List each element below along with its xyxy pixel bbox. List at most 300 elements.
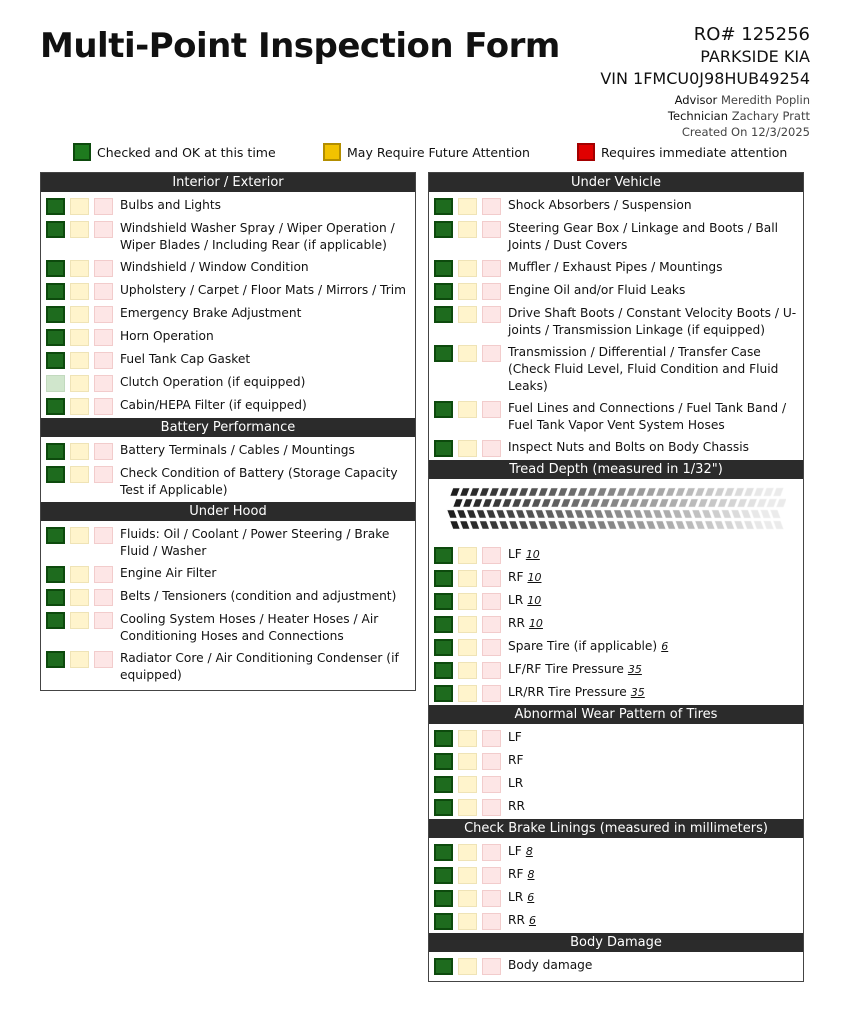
measurement-value: 10 xyxy=(528,617,543,630)
item-text: Fuel Lines and Connections / Fuel Tank Band / Fuel Tank Vapor Vent System Hoses xyxy=(508,401,787,432)
item-text: Check Condition of Battery (Storage Capacity Test if Applicable) xyxy=(120,466,398,497)
section-tread-depth xyxy=(429,541,803,702)
dealer-name: PARKSIDE KIA xyxy=(700,47,810,66)
inspection-item xyxy=(41,254,415,277)
inspection-item xyxy=(429,610,803,633)
tread-block xyxy=(607,521,617,529)
inspection-item xyxy=(41,192,415,215)
status-boxes xyxy=(46,650,118,668)
immediate-attention-checkbox xyxy=(94,651,113,668)
tread-block xyxy=(744,488,754,496)
immediate-attention-checkbox xyxy=(482,890,501,907)
item-label xyxy=(506,546,803,563)
status-boxes xyxy=(434,752,506,770)
item-text: Engine Air Filter xyxy=(120,566,217,580)
item-text: Body damage xyxy=(508,958,593,972)
future-attention-checkbox xyxy=(70,612,89,629)
tread-block xyxy=(476,510,486,518)
ok-checkbox xyxy=(434,547,453,564)
item-text: RF xyxy=(508,570,524,584)
item-label xyxy=(506,638,803,655)
ok-checkbox xyxy=(46,466,65,483)
tread-block xyxy=(643,510,653,518)
item-text: Clutch Operation (if equipped) xyxy=(120,375,306,389)
tread-block xyxy=(558,488,568,496)
section-header-tread-depth: Tread Depth (measured in 1/32") xyxy=(429,460,803,479)
tread-block xyxy=(776,499,786,507)
future-attention-checkbox xyxy=(458,844,477,861)
item-text: LR xyxy=(508,593,524,607)
tread-block xyxy=(675,488,685,496)
immediate-attention-checkbox xyxy=(94,283,113,300)
item-label xyxy=(506,305,803,339)
item-label xyxy=(506,661,803,678)
tread-block xyxy=(482,499,492,507)
tread-block xyxy=(737,499,747,507)
status-boxes xyxy=(434,889,506,907)
future-attention-checkbox xyxy=(458,547,477,564)
status-boxes xyxy=(434,615,506,633)
future-attention-checkbox xyxy=(70,260,89,277)
item-label xyxy=(506,798,803,815)
item-label xyxy=(506,615,803,632)
created-value: 12/3/2025 xyxy=(751,125,810,139)
status-boxes xyxy=(46,197,118,215)
tread-block xyxy=(577,521,587,529)
tread-block xyxy=(489,488,499,496)
tread-block xyxy=(614,510,624,518)
future-attention-checkbox xyxy=(70,443,89,460)
tread-block xyxy=(646,521,656,529)
tread-block xyxy=(685,521,695,529)
tread-block xyxy=(773,488,783,496)
ok-checkbox xyxy=(434,306,453,323)
right-column xyxy=(428,172,804,982)
tread-block xyxy=(767,499,777,507)
inspection-item xyxy=(41,277,415,300)
tread-block xyxy=(516,510,526,518)
item-text: Drive Shaft Boots / Constant Velocity Boots / U-joints / Transmission Linkage (if equipped) xyxy=(508,306,797,337)
tread-block xyxy=(519,488,529,496)
status-boxes xyxy=(434,259,506,277)
immediate-attention-checkbox xyxy=(482,593,501,610)
tread-block xyxy=(734,521,744,529)
future-attention-checkbox xyxy=(458,776,477,793)
ok-checkbox xyxy=(434,662,453,679)
section-brake-linings xyxy=(429,838,803,930)
future-attention-checkbox xyxy=(458,593,477,610)
tread-block xyxy=(685,488,695,496)
ok-checkbox xyxy=(46,589,65,606)
tread-block xyxy=(649,499,659,507)
technician-line xyxy=(600,108,810,124)
item-text: LF/RF Tire Pressure xyxy=(508,662,624,676)
immediate-attention-checkbox xyxy=(482,662,501,679)
section-header-body-damage: Body Damage xyxy=(429,933,803,952)
immediate-attention-checkbox xyxy=(482,958,501,975)
future-attention-checkbox xyxy=(458,685,477,702)
tread-block xyxy=(715,488,725,496)
order-meta xyxy=(600,26,810,140)
item-label xyxy=(118,305,415,322)
tread-block xyxy=(584,510,594,518)
tread-block xyxy=(447,510,457,518)
item-label xyxy=(506,282,803,299)
tread-block xyxy=(492,499,502,507)
tread-block xyxy=(702,510,712,518)
tread-block xyxy=(773,521,783,529)
ok-checkbox xyxy=(434,283,453,300)
status-boxes xyxy=(434,798,506,816)
item-text: LF xyxy=(508,730,522,744)
tread-block xyxy=(675,521,685,529)
ro-number: RO# 125256 xyxy=(693,24,810,45)
status-boxes xyxy=(434,912,506,930)
ok-checkbox xyxy=(434,639,453,656)
tread-block xyxy=(695,521,705,529)
inspection-item xyxy=(429,633,803,656)
item-text: Muffler / Exhaust Pipes / Mountings xyxy=(508,260,723,274)
inspection-item xyxy=(429,434,803,457)
item-label xyxy=(118,328,415,345)
tread-block xyxy=(607,488,617,496)
tread-block xyxy=(479,521,489,529)
section-battery xyxy=(41,437,415,499)
tread-block xyxy=(636,521,646,529)
tread-block xyxy=(712,510,722,518)
tread-block xyxy=(626,488,636,496)
item-text: Cooling System Hoses / Heater Hoses / Air Conditioning Hoses and Connections xyxy=(120,612,379,643)
tread-block xyxy=(656,521,666,529)
tread-block xyxy=(672,510,682,518)
immediate-attention-checkbox xyxy=(94,375,113,392)
item-label xyxy=(506,775,803,792)
item-label xyxy=(118,565,415,582)
future-attention-checkbox xyxy=(458,616,477,633)
ok-checkbox xyxy=(46,375,65,392)
tread-block xyxy=(629,499,639,507)
tread-block xyxy=(705,488,715,496)
inspection-item xyxy=(429,277,803,300)
tread-block xyxy=(639,499,649,507)
immediate-attention-checkbox xyxy=(482,776,501,793)
item-text: Emergency Brake Adjustment xyxy=(120,306,302,320)
tread-block xyxy=(721,510,731,518)
ok-checkbox xyxy=(434,401,453,418)
future-attention-checkbox xyxy=(70,651,89,668)
item-text: Fuel Tank Cap Gasket xyxy=(120,352,251,366)
inspection-item xyxy=(41,583,415,606)
status-boxes xyxy=(434,220,506,238)
tread-block xyxy=(744,521,754,529)
ok-checkbox xyxy=(434,440,453,457)
immediate-attention-checkbox xyxy=(482,570,501,587)
ok-checkbox xyxy=(46,398,65,415)
ok-checkbox xyxy=(46,443,65,460)
tread-block xyxy=(705,521,715,529)
item-text: Bulbs and Lights xyxy=(120,198,221,212)
ok-checkbox xyxy=(434,890,453,907)
inspection-item xyxy=(41,437,415,460)
immediate-attention-checkbox xyxy=(94,352,113,369)
tread-block xyxy=(734,488,744,496)
tread-block xyxy=(708,499,718,507)
item-label xyxy=(506,439,803,456)
future-attention-checkbox xyxy=(458,198,477,215)
item-label xyxy=(506,866,803,883)
immediate-attention-checkbox xyxy=(94,443,113,460)
item-text: Steering Gear Box / Linkage and Boots / Ball Joints / Dust Covers xyxy=(508,221,779,252)
future-attention-checkbox xyxy=(70,329,89,346)
ok-checkbox xyxy=(434,776,453,793)
section-header-brake-linings: Check Brake Linings (measured in millimeters) xyxy=(429,819,803,838)
advisor-label: Advisor xyxy=(674,93,718,107)
item-text: LR xyxy=(508,890,524,904)
item-label xyxy=(506,400,803,434)
tread-block xyxy=(751,510,761,518)
tread-block xyxy=(754,521,764,529)
tread-graphic xyxy=(446,486,786,534)
tread-block xyxy=(656,488,666,496)
future-attention-checkbox xyxy=(70,198,89,215)
tread-block xyxy=(636,488,646,496)
item-text: RR xyxy=(508,799,525,813)
tread-block xyxy=(450,521,460,529)
tread-block xyxy=(688,499,698,507)
tread-block xyxy=(590,499,600,507)
tread-block xyxy=(770,510,780,518)
tread-block xyxy=(663,510,673,518)
ok-checkbox xyxy=(46,651,65,668)
measurement-value: 10 xyxy=(527,594,542,607)
tread-block xyxy=(724,521,734,529)
tread-block xyxy=(617,488,627,496)
tread-block xyxy=(506,510,516,518)
ok-checkbox xyxy=(46,566,65,583)
tread-block xyxy=(604,510,614,518)
tread-block xyxy=(682,510,692,518)
item-text: LF xyxy=(508,844,522,858)
ok-checkbox xyxy=(46,260,65,277)
tread-block xyxy=(531,499,541,507)
item-label xyxy=(118,259,415,276)
immediate-attention-checkbox xyxy=(94,260,113,277)
inspection-item xyxy=(429,541,803,564)
ok-checkbox xyxy=(46,306,65,323)
item-label xyxy=(506,259,803,276)
section-wear-pattern xyxy=(429,724,803,816)
tread-block xyxy=(597,521,607,529)
immediate-attention-checkbox xyxy=(482,401,501,418)
legend-future-label: May Require Future Attention xyxy=(347,144,530,160)
item-text: LR/RR Tire Pressure xyxy=(508,685,627,699)
tread-block xyxy=(587,488,597,496)
item-text: Belts / Tensioners (condition and adjustment) xyxy=(120,589,397,603)
immediate-attention-checkbox xyxy=(94,589,113,606)
ok-checkbox xyxy=(434,593,453,610)
immediate-attention-checkbox xyxy=(482,913,501,930)
future-attention-checkbox xyxy=(70,352,89,369)
future-attention-checkbox xyxy=(70,221,89,238)
future-attention-checkbox xyxy=(458,753,477,770)
tread-block xyxy=(695,488,705,496)
status-boxes xyxy=(46,351,118,369)
section-header-under-hood: Under Hood xyxy=(41,502,415,521)
ok-checkbox xyxy=(46,352,65,369)
future-attention-checkbox xyxy=(458,730,477,747)
item-text: LR xyxy=(508,776,524,790)
status-legend xyxy=(0,143,848,163)
future-attention-checkbox xyxy=(70,566,89,583)
status-boxes xyxy=(434,775,506,793)
measurement-value: 6 xyxy=(527,891,535,904)
inspection-item xyxy=(429,861,803,884)
item-label xyxy=(118,588,415,605)
tread-block xyxy=(545,510,555,518)
section-under-vehicle xyxy=(429,192,803,457)
immediate-attention-checkbox xyxy=(482,844,501,861)
tread-block xyxy=(653,510,663,518)
status-boxes xyxy=(434,282,506,300)
item-text: RR xyxy=(508,616,525,630)
tread-block xyxy=(467,510,477,518)
tread-block xyxy=(718,499,728,507)
inspection-item xyxy=(429,952,803,975)
tire-tread-gradient-icon xyxy=(429,479,803,541)
item-text: Upholstery / Carpet / Floor Mats / Mirrors / Trim xyxy=(120,283,406,297)
advisor-value: Meredith Poplin xyxy=(720,93,810,107)
status-boxes xyxy=(46,442,118,460)
ok-checkbox xyxy=(434,345,453,362)
legend-ok-label: Checked and OK at this time xyxy=(97,144,276,160)
immediate-attention-checkbox xyxy=(482,753,501,770)
status-boxes xyxy=(46,465,118,483)
tread-block xyxy=(666,521,676,529)
item-text: RF xyxy=(508,753,524,767)
tread-block xyxy=(548,521,558,529)
tread-block xyxy=(610,499,620,507)
tread-block xyxy=(617,521,627,529)
status-boxes xyxy=(434,546,506,564)
tread-block xyxy=(470,521,480,529)
tread-block xyxy=(457,510,467,518)
tread-block xyxy=(580,499,590,507)
tread-block xyxy=(678,499,688,507)
future-attention-checkbox xyxy=(458,639,477,656)
tread-block xyxy=(525,510,535,518)
item-label xyxy=(506,220,803,254)
status-boxes xyxy=(46,282,118,300)
immediate-attention-checkbox xyxy=(482,867,501,884)
item-label xyxy=(506,592,803,609)
item-label xyxy=(118,465,415,499)
item-label xyxy=(506,569,803,586)
item-label xyxy=(118,220,415,254)
tread-block xyxy=(659,499,669,507)
item-label xyxy=(506,889,803,906)
inspection-item xyxy=(41,521,415,560)
ok-checkbox xyxy=(434,753,453,770)
tread-block xyxy=(669,499,679,507)
status-boxes xyxy=(434,866,506,884)
inspection-item xyxy=(429,838,803,861)
tread-block xyxy=(486,510,496,518)
inspection-item xyxy=(429,656,803,679)
status-boxes xyxy=(434,439,506,457)
future-attention-checkbox xyxy=(458,867,477,884)
measurement-value: 6 xyxy=(661,640,669,653)
tread-block xyxy=(528,488,538,496)
legend-immediate-label: Requires immediate attention xyxy=(601,144,788,160)
future-attention-checkbox xyxy=(458,570,477,587)
tread-block xyxy=(496,510,506,518)
immediate-attention-checkbox xyxy=(482,730,501,747)
immediate-attention-checkbox xyxy=(482,685,501,702)
ok-checkbox xyxy=(434,867,453,884)
status-boxes xyxy=(434,729,506,747)
tread-block xyxy=(741,510,751,518)
item-label xyxy=(118,650,415,684)
tread-block xyxy=(555,510,565,518)
tread-block xyxy=(568,488,578,496)
measurement-value: 10 xyxy=(527,571,542,584)
ok-checkbox xyxy=(434,221,453,238)
tread-block xyxy=(473,499,483,507)
measurement-value: 10 xyxy=(525,548,540,561)
item-text: Horn Operation xyxy=(120,329,214,343)
legend-immediate xyxy=(577,143,787,161)
inspection-item xyxy=(41,215,415,254)
future-attention-checkbox xyxy=(458,440,477,457)
tread-block xyxy=(597,488,607,496)
tread-block xyxy=(561,499,571,507)
section-header-under-vehicle: Under Vehicle xyxy=(429,173,803,192)
status-boxes xyxy=(46,565,118,583)
future-attention-checkbox xyxy=(458,401,477,418)
ok-checkbox xyxy=(46,283,65,300)
status-boxes xyxy=(434,592,506,610)
immediate-attention-checkbox xyxy=(94,466,113,483)
inspection-item xyxy=(429,793,803,816)
immediate-attention-checkbox xyxy=(94,198,113,215)
tread-block xyxy=(453,499,463,507)
tread-block xyxy=(499,521,509,529)
inspection-item xyxy=(429,339,803,395)
immediate-attention-checkbox xyxy=(482,547,501,564)
measurement-value: 35 xyxy=(627,663,642,676)
inspection-item xyxy=(41,606,415,645)
future-attention-checkbox xyxy=(70,589,89,606)
item-label xyxy=(118,442,415,459)
section-body-damage xyxy=(429,952,803,975)
inspection-item xyxy=(429,679,803,702)
tread-block xyxy=(479,488,489,496)
immediate-attention-checkbox xyxy=(482,221,501,238)
technician-value: Zachary Pratt xyxy=(731,109,810,123)
inspection-item xyxy=(429,215,803,254)
future-attention-checkbox xyxy=(458,799,477,816)
tread-block xyxy=(666,488,676,496)
tread-block xyxy=(502,499,512,507)
section-header-battery: Battery Performance xyxy=(41,418,415,437)
item-text: Inspect Nuts and Bolts on Body Chassis xyxy=(508,440,749,454)
ok-checkbox xyxy=(46,221,65,238)
status-boxes xyxy=(46,305,118,323)
section-under-hood xyxy=(41,521,415,684)
tread-block xyxy=(538,488,548,496)
immediate-attention-checkbox xyxy=(482,345,501,362)
tread-block xyxy=(463,499,473,507)
